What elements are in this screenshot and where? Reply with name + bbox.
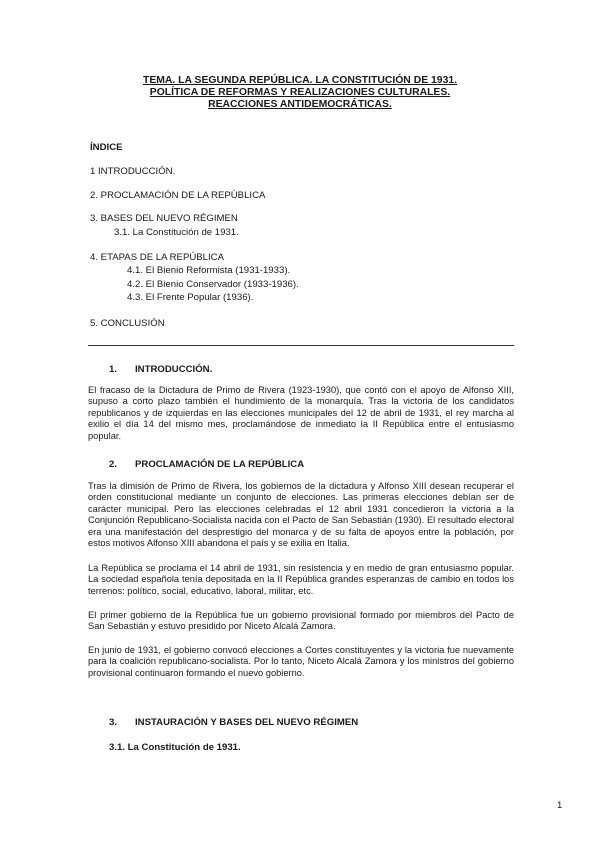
paragraph: Tras la dimisión de Primo de Rivera, los gobiernos de la dictadura y Alfonso XIII desean recuperar el orden constitucional mediante un conjunto de elecciones. Las primeras elecciones debían ser de carácter municipal. Pero las elecciones celebradas el 12 abril 1931 concedieron la victoria a la Conjunción Republicano-Socialista nacida con el Pacto de San Sebastián (1930). El resultado electoral era una manifestación del desprestigio del monarca y de su falta de apoyos entre la población, por estos motivos Alfonso XIII abandona el país y se exilia en Italia. [88,481,514,549]
index-item: 3. BASES DEL NUEVO RÉGIMEN [90,213,238,224]
section-heading-1 [109,364,212,375]
section-heading-3 [109,717,358,728]
section-heading-2 [109,459,304,470]
subsection-heading-3-1: 3.1. La Constitución de 1931. [109,742,241,753]
section-number: 2. [109,459,118,470]
paragraph: El primer gobierno de la República fue un gobierno provisional formado por miembros del Pacto de San Sebastián y estuvo presidido por Niceto Alcalá Zamora. [88,610,514,632]
page-number: 1 [557,800,563,811]
index-item: 5. CONCLUSIÓN [90,318,165,329]
index-item: 2. PROCLAMACIÓN DE LA REPÚBLICA [90,190,266,201]
section-title: PROCLAMACIÓN DE LA REPÚBLICA [135,459,305,470]
index-subitem: 4.1. El Bienio Reformista (1931-1933). [127,265,291,276]
index-subitem: 4.3. El Frente Popular (1936). [127,292,254,303]
paragraph: La República se proclama el 14 abril de 1931, sin resistencia y en medio de gran entusiasmo popular. La sociedad española tenía depositada en la II República grandes esperanzas de cambio en todos los terrenos: político, social, educativo, laboral, militar, etc. [88,563,514,596]
index-item: 1 INTRODUCCIÓN. [90,166,176,177]
index-heading: ÍNDICE [90,142,123,153]
title-line-3: REACCIONES ANTIDEMOCRÁTICAS. [208,99,392,110]
index-subitem: 4.2. El Bienio Conservador (1933-1936). [127,279,299,290]
index-subitem: 3.1. La Constitución de 1931. [114,227,239,238]
section-divider [88,345,514,346]
section-number: 1. [109,364,118,375]
paragraph: El fracaso de la Dictadura de Primo de Rivera (1923-1930), que contó con el apoyo de Alfonso XIII, supuso a corto plazo también el hundimiento de la monarquía. Tras la victoria de los candidatos republicanos y de izquierdas en las elecciones municipales del 12 de abril de 1931, el rey marcha al exilio el día 14 del mismo mes, proclamándose de inmediato la II República entre el entusiasmo popular. [88,385,514,441]
title-line-2: POLÍTICA DE REFORMAS Y REALIZACIONES CULTURALES. [149,87,451,98]
paragraph: En junio de 1931, el gobierno convocó elecciones a Cortes constituyentes y la victoria fue nuevamente para la coalición republicano-socialista. Por lo tanto, Niceto Alcalá Zamora y los ministros del gobierno provisional continuaron formando el nuevo gobierno. [88,645,514,678]
section-number: 3. [109,717,118,728]
section-title: INTRODUCCIÓN. [135,364,213,375]
section-title: INSTAURACIÓN Y BASES DEL NUEVO RÉGIMEN [135,717,359,728]
title-line-1: TEMA. LA SEGUNDA REPÚBLICA. LA CONSTITUCIÓN DE 1931. [142,75,458,86]
index-item: 4. ETAPAS DE LA REPÚBLICA [90,252,225,263]
